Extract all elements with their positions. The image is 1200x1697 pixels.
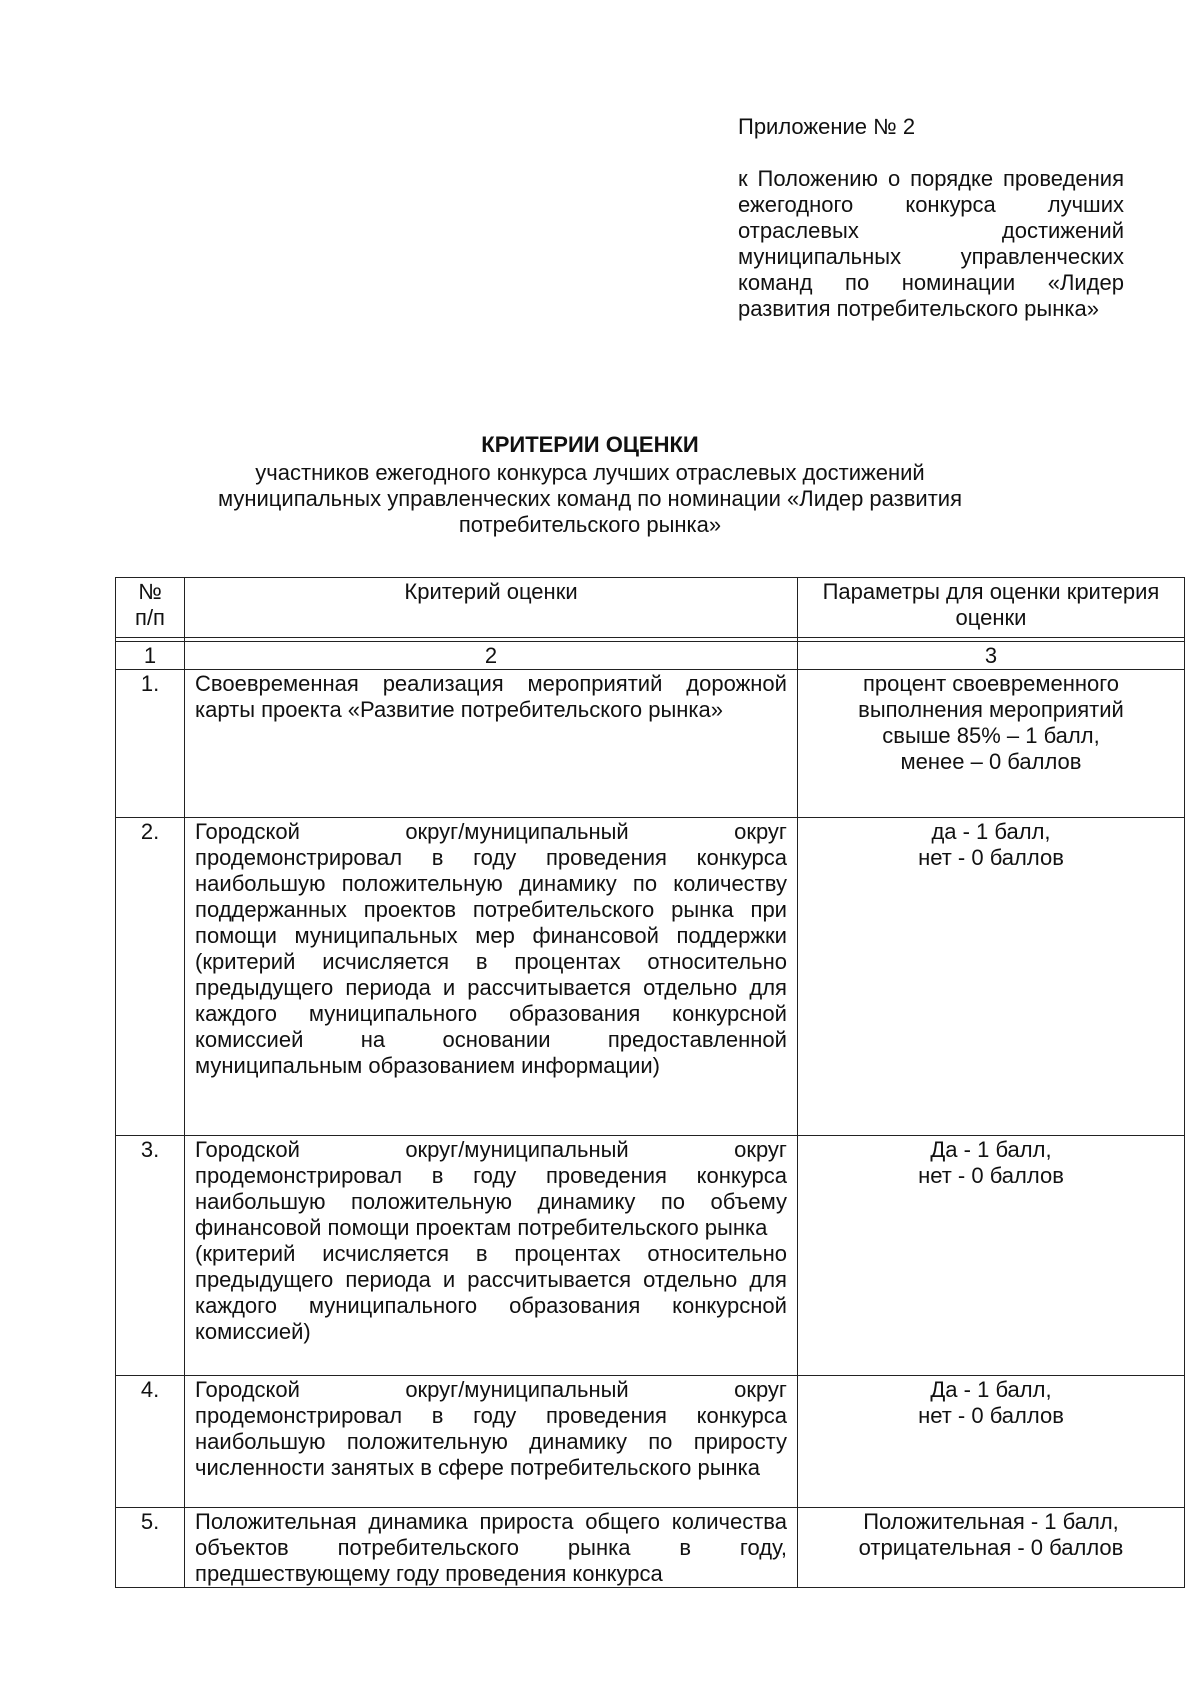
document-subtitle: участников ежегодного конкурса лучших отраслевых достижений муниципальных управленческих команд по номинации «Лидер развития потребительского рынка» — [218, 460, 962, 537]
header-criterion: Критерий оценки — [185, 578, 798, 638]
param-line: нет - 0 баллов — [918, 1403, 1064, 1428]
table-row — [116, 1376, 1185, 1508]
criterion-part: Городской округ/муниципальный округ продемонстрировал в году проведения конкурса наибольшую положительную динамику по объему финансовой помощи проектам потребительского рынка — [195, 1137, 787, 1240]
criterion-part: (критерий исчисляется в процентах относительно предыдущего периода и рассчитывается отдельно для каждого муниципального образования конкурсной комиссией) — [195, 1241, 787, 1344]
table-row — [116, 670, 1185, 818]
row-number: 1. — [116, 670, 185, 818]
header-params: Параметры для оценки критерия оценки — [797, 578, 1184, 638]
column-index-1: 1 — [116, 642, 185, 670]
row-criterion: Положительная динамика прироста общего количества объектов потребительского рынка в году, предшествующему году проведения конкурса — [185, 1508, 798, 1588]
row-number: 2. — [116, 818, 185, 1136]
param-line: процент своевременного выполнения мероприятий — [858, 671, 1124, 722]
header-number — [116, 578, 185, 638]
row-params — [797, 818, 1184, 1136]
param-line: менее – 0 баллов — [900, 749, 1082, 774]
table-header-row — [116, 578, 1185, 638]
param-line: отрицательная - 0 баллов — [858, 1535, 1124, 1560]
row-number: 3. — [116, 1136, 185, 1376]
row-criterion — [185, 1136, 798, 1376]
document-heading — [180, 432, 1000, 538]
param-line: свыше 85% – 1 балл, — [882, 723, 1100, 748]
column-index-2: 2 — [185, 642, 798, 670]
row-params — [797, 670, 1184, 818]
row-params — [797, 1376, 1184, 1508]
row-criterion: Городской округ/муниципальный округ продемонстрировал в году проведения конкурса наибольшую положительную динамику по количеству поддержанных проектов потребительского рынка при помощи муниципальных мер финансовой поддержки (критерий исчисляется в процентах относительно предыдущего периода и рассчитывается отдельно для каждого муниципального образования конкурсной комиссией на основании предоставленной муниципальным образованием информации) — [185, 818, 798, 1136]
appendix-body: к Положению о порядке проведения ежегодного конкурса лучших отраслевых достижений муниципальных управленческих команд по номинации «Лидер развития потребительского рынка» — [738, 166, 1124, 321]
row-number: 5. — [116, 1508, 185, 1588]
param-line: нет - 0 баллов — [918, 845, 1064, 870]
row-criterion: Своевременная реализация мероприятий дорожной карты проекта «Развитие потребительского рынка» — [185, 670, 798, 818]
column-index-row — [116, 642, 1185, 670]
row-params — [797, 1508, 1184, 1588]
header-number-line1: № — [138, 579, 162, 604]
header-number-line2: п/п — [135, 605, 165, 630]
row-params — [797, 1136, 1184, 1376]
document-title: КРИТЕРИИ ОЦЕНКИ — [481, 432, 699, 457]
row-criterion: Городской округ/муниципальный округ продемонстрировал в году проведения конкурса наибольшую положительную динамику по приросту численности занятых в сфере потребительского рынка — [185, 1376, 798, 1508]
param-line: Да - 1 балл, — [930, 1137, 1052, 1162]
table-row — [116, 1508, 1185, 1588]
param-line: Положительная - 1 балл, — [863, 1509, 1119, 1534]
param-line: нет - 0 баллов — [918, 1163, 1064, 1188]
table-row — [116, 818, 1185, 1136]
criteria-table — [115, 577, 1185, 1588]
appendix-title: Приложение № 2 — [738, 114, 916, 139]
param-line: Да - 1 балл, — [930, 1377, 1052, 1402]
appendix-block — [738, 114, 1124, 322]
column-index-3: 3 — [797, 642, 1184, 670]
table-row — [116, 1136, 1185, 1376]
param-line: да - 1 балл, — [931, 819, 1051, 844]
row-number: 4. — [116, 1376, 185, 1508]
